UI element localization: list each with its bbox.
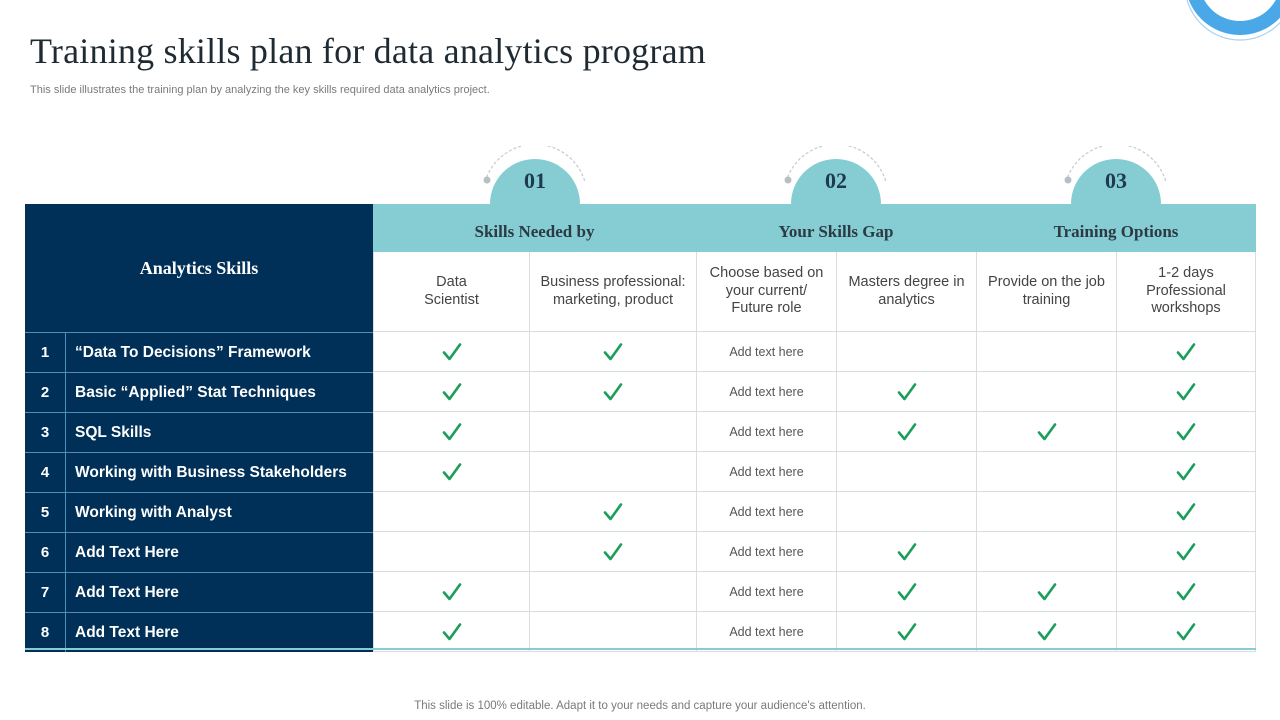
table-cell [976,532,1116,572]
placeholder-text: Add text here [729,504,804,519]
check-mark [602,501,624,523]
checkmark-icon [441,421,463,443]
checkmark-icon [441,341,463,363]
row-skill-label: Working with Analyst [65,492,373,532]
checkmark-icon [602,341,624,363]
step-badge-3 [1060,146,1172,204]
check-mark [896,621,918,643]
check-mark [441,341,463,363]
step-badge-1 [479,146,591,204]
checkmark-icon [1175,581,1197,603]
row-skill-label: “Data To Decisions” Framework [65,332,373,372]
table-cell [696,532,836,572]
column-header-1: Data Scientist [373,252,529,332]
group-label-3: Training Options [1053,222,1179,241]
check-mark [602,341,624,363]
column-header-4: Masters degree in analytics [836,252,976,332]
badge-number: 01 [524,168,546,193]
table-cell [696,332,836,372]
row-number: 3 [25,412,65,452]
analytics-skills-label: Analytics Skills [139,257,259,278]
checkmark-icon [441,581,463,603]
row-number: 1 [25,332,65,372]
table-cell [696,412,836,452]
checkmark-icon [1036,581,1058,603]
check-mark [1175,581,1197,603]
checkmark-icon [1175,381,1197,403]
table-cell [529,332,696,372]
table-cell [976,452,1116,492]
check-mark [1175,421,1197,443]
placeholder-text: Add text here [729,624,804,639]
page-title: Training skills plan for data analytics program [30,31,706,71]
row-skill-label: Working with Business Stakeholders [65,452,373,492]
check-mark [1175,621,1197,643]
row-skill-label: Add Text Here [65,532,373,572]
row-skill-label: Add Text Here [65,572,373,612]
table-cell [1116,532,1256,572]
placeholder-text: Add text here [729,544,804,559]
check-mark [1175,341,1197,363]
placeholder-text: Add text here [729,344,804,359]
table-cell [836,372,976,412]
table-cell [836,332,976,372]
table-cell [696,612,836,652]
row-skill-label: SQL Skills [65,412,373,452]
table-cell [373,492,529,532]
checkmark-icon [896,541,918,563]
row-skill-label: Basic “Applied” Stat Techniques [65,372,373,412]
table-cell [836,492,976,532]
table-cell [696,492,836,532]
check-mark [896,421,918,443]
table-cell [696,452,836,492]
check-mark [1036,581,1058,603]
decorative-rings [1150,0,1280,60]
table-cell [836,532,976,572]
check-mark [602,381,624,403]
checkmark-icon [1175,541,1197,563]
table-cell [976,612,1116,652]
placeholder-text: Add text here [729,384,804,399]
page-subtitle: This slide illustrates the training plan by analyzing the key skills required data analytics project. [30,84,490,96]
checkmark-icon [1175,461,1197,483]
check-mark [1175,381,1197,403]
checkmark-icon [1036,621,1058,643]
table-cell [1116,492,1256,532]
table-cell [529,532,696,572]
table-cell [529,492,696,532]
table-cell [529,372,696,412]
check-mark [896,381,918,403]
check-mark [441,421,463,443]
check-mark [441,461,463,483]
row-number: 8 [25,612,65,652]
checkmark-icon [896,621,918,643]
checkmark-icon [602,501,624,523]
table-cell [1116,612,1256,652]
column-header-2: Business professional: marketing, product [529,252,696,332]
table-cell [373,572,529,612]
table-cell [373,532,529,572]
table-cell [836,612,976,652]
checkmark-icon [602,381,624,403]
column-header-6: 1-2 days Professional workshops [1116,252,1256,332]
table-cell [1116,412,1256,452]
check-mark [441,581,463,603]
table-cell [529,612,696,652]
table-cell [696,572,836,612]
check-mark [1036,421,1058,443]
table-cell [373,412,529,452]
step-badge-2 [780,146,892,204]
table-cell [373,452,529,492]
table-bottom-rule [25,648,1256,650]
check-mark [1175,461,1197,483]
placeholder-text: Add text here [729,584,804,599]
checkmark-icon [441,461,463,483]
placeholder-text: Add text here [729,424,804,439]
table-cell [696,372,836,412]
check-mark [441,621,463,643]
checkmark-icon [441,621,463,643]
row-number: 4 [25,452,65,492]
row-number: 5 [25,492,65,532]
column-header-3: Choose based on your current/ Future role [696,252,836,332]
row-number: 7 [25,572,65,612]
checkmark-icon [1175,341,1197,363]
table-cell [976,492,1116,532]
row-skill-label: Add Text Here [65,612,373,652]
checkmark-icon [896,581,918,603]
table-cell [529,452,696,492]
checkmark-icon [1175,421,1197,443]
table-cell [373,612,529,652]
table-cell [1116,572,1256,612]
check-mark [896,541,918,563]
checkmark-icon [602,541,624,563]
row-number: 6 [25,532,65,572]
check-mark [441,381,463,403]
check-mark [602,541,624,563]
check-mark [896,581,918,603]
badge-number: 02 [825,168,847,193]
table-cell [1116,452,1256,492]
table-cell [836,412,976,452]
placeholder-text: Add text here [729,464,804,479]
checkmark-icon [441,381,463,403]
table-cell [976,412,1116,452]
row-number: 2 [25,372,65,412]
badge-number: 03 [1105,168,1127,193]
table-cell [976,572,1116,612]
table-cell [836,452,976,492]
footer-note: This slide is 100% editable. Adapt it to your needs and capture your audience's attention. [414,700,866,712]
checkmark-icon [896,381,918,403]
table-cell [529,412,696,452]
group-label-2: Your Skills Gap [778,222,894,241]
check-mark [1036,621,1058,643]
table-cell [373,332,529,372]
checkmark-icon [1175,501,1197,523]
table-cell [1116,372,1256,412]
analytics-skills-header [25,204,373,332]
check-mark [1175,501,1197,523]
table-cell [1116,332,1256,372]
group-label-1: Skills Needed by [474,222,595,241]
table-cell [976,372,1116,412]
checkmark-icon [1175,621,1197,643]
check-mark [1175,541,1197,563]
table-cell [529,572,696,612]
checkmark-icon [896,421,918,443]
table-cell [373,372,529,412]
table-cell [976,332,1116,372]
checkmark-icon [1036,421,1058,443]
column-header-5: Provide on the job training [976,252,1116,332]
table-cell [836,572,976,612]
